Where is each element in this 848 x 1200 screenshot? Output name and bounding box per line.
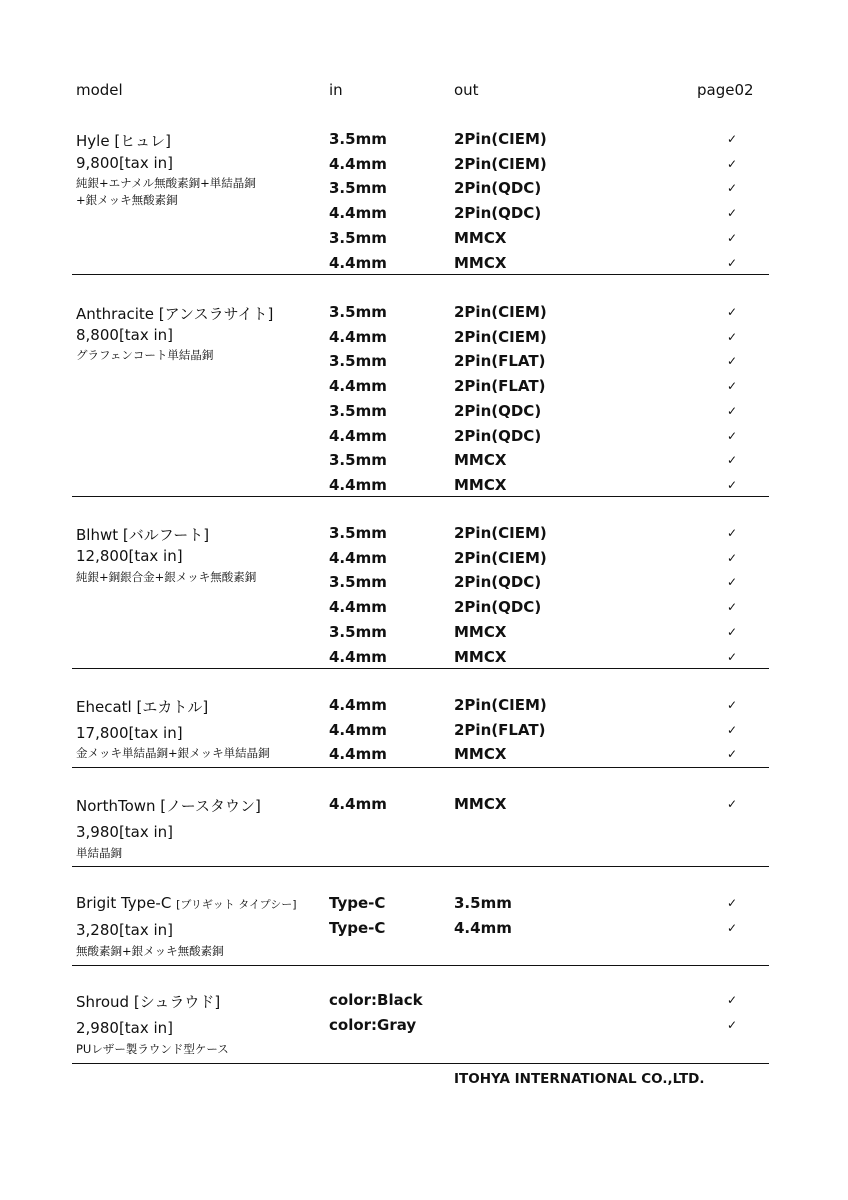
spec-input: 4.4mm xyxy=(329,696,387,714)
check-mark: ✓ xyxy=(726,477,738,492)
product-name-reading: [ブリギット タイプシー] xyxy=(176,898,297,911)
spec-input: 4.4mm xyxy=(329,154,387,173)
spec-output: 4.4mm xyxy=(454,918,512,937)
check-mark: ✓ xyxy=(726,453,738,468)
spec-input: Type-C xyxy=(329,894,386,912)
company-name: ITOHYA INTERNATIONAL CO.,LTD. xyxy=(454,1071,705,1087)
spec-output: 2Pin(CIEM) xyxy=(454,696,547,714)
product-material: 無酸素銅+銀メッキ無酸素銅 xyxy=(76,944,224,958)
spec-input: 4.4mm xyxy=(329,548,387,567)
spec-output: MMCX xyxy=(454,795,507,813)
check-mark: ✓ xyxy=(726,206,738,221)
product-material: 純銀+エナメル無酸素銅+単結晶銅 xyxy=(76,176,256,190)
section-divider xyxy=(72,767,769,768)
check-mark: ✓ xyxy=(726,526,738,540)
check-mark: ✓ xyxy=(726,747,738,762)
product-name xyxy=(76,524,209,545)
check-mark: ✓ xyxy=(726,156,738,171)
spec-output: 2Pin(QDC) xyxy=(454,598,542,617)
spec-output: 2Pin(QDC) xyxy=(454,401,542,420)
spec-output: MMCX xyxy=(454,647,507,666)
spec-output: MMCX xyxy=(454,253,507,272)
spec-output: MMCX xyxy=(454,451,507,470)
spec-output: MMCX xyxy=(454,475,507,494)
product-price: 9,800[tax in] xyxy=(76,154,174,172)
check-mark: ✓ xyxy=(726,230,738,245)
check-mark: ✓ xyxy=(726,305,738,319)
product-name-text: Brigit Type-C xyxy=(76,894,177,912)
spec-input: 3.5mm xyxy=(329,130,387,148)
section-divider xyxy=(72,668,769,669)
spec-output: 2Pin(CIEM) xyxy=(454,303,547,321)
product-price: 17,800[tax in] xyxy=(76,724,183,742)
product-price: 12,800[tax in] xyxy=(76,547,183,565)
product-name xyxy=(76,130,171,151)
spec-output: 2Pin(QDC) xyxy=(454,573,542,592)
header-page: page02 xyxy=(697,81,754,99)
spec-output: MMCX xyxy=(454,745,507,764)
product-name-text: Blhwt [バルフート] xyxy=(76,526,210,544)
header-in: in xyxy=(329,81,343,99)
spec-output: 2Pin(FLAT) xyxy=(454,720,546,739)
check-mark: ✓ xyxy=(726,698,738,712)
product-price: 8,800[tax in] xyxy=(76,326,174,344)
spec-input: 4.4mm xyxy=(329,204,387,223)
check-mark: ✓ xyxy=(726,403,738,418)
spec-output: 2Pin(CIEM) xyxy=(454,130,547,148)
spec-input: 3.5mm xyxy=(329,179,387,198)
spec-input: 3.5mm xyxy=(329,573,387,592)
header-model: model xyxy=(76,81,123,99)
spec-input: 3.5mm xyxy=(329,524,387,542)
spec-input: 4.4mm xyxy=(329,377,387,396)
spec-input: 4.4mm xyxy=(329,598,387,617)
spec-input: 4.4mm xyxy=(329,720,387,739)
check-mark: ✓ xyxy=(726,920,738,935)
spec-output: 2Pin(CIEM) xyxy=(454,548,547,567)
section-divider xyxy=(72,496,769,497)
spec-output: 2Pin(CIEM) xyxy=(454,524,547,542)
spec-output: 2Pin(FLAT) xyxy=(454,377,546,396)
product-price: 3,980[tax in] xyxy=(76,823,174,841)
spec-output: 2Pin(CIEM) xyxy=(454,154,547,173)
header-out: out xyxy=(454,81,479,99)
spec-input: 4.4mm xyxy=(329,475,387,494)
product-name xyxy=(76,795,261,816)
check-mark: ✓ xyxy=(726,797,738,811)
product-material: グラフェンコート単結晶銅 xyxy=(76,348,214,362)
check-mark: ✓ xyxy=(726,550,738,565)
check-mark: ✓ xyxy=(726,132,738,146)
spec-output: 2Pin(QDC) xyxy=(454,179,542,198)
product-name xyxy=(76,991,220,1012)
section-divider xyxy=(72,965,769,966)
check-mark: ✓ xyxy=(726,354,738,369)
product-name-text: Shroud [シュラウド] xyxy=(76,993,221,1011)
check-mark: ✓ xyxy=(726,379,738,394)
spec-input: 3.5mm xyxy=(329,303,387,321)
product-name-text: Hyle [ヒュレ] xyxy=(76,132,172,150)
spec-input: 4.4mm xyxy=(329,745,387,764)
spec-input: 3.5mm xyxy=(329,352,387,371)
product-name-text: Anthracite [アンスラサイト] xyxy=(76,305,274,323)
spec-input: 4.4mm xyxy=(329,327,387,346)
spec-output: MMCX xyxy=(454,228,507,247)
spec-input: 3.5mm xyxy=(329,228,387,247)
check-mark: ✓ xyxy=(726,329,738,344)
check-mark: ✓ xyxy=(726,575,738,590)
spec-input: 3.5mm xyxy=(329,622,387,641)
check-mark: ✓ xyxy=(726,600,738,615)
spec-output: 2Pin(QDC) xyxy=(454,204,542,223)
spec-input: 3.5mm xyxy=(329,451,387,470)
spec-input: color:Black xyxy=(329,991,423,1009)
product-material: 純銀+銅銀合金+銀メッキ無酸素銅 xyxy=(76,570,257,584)
section-divider xyxy=(72,1063,769,1064)
section-divider xyxy=(72,274,769,275)
spec-output: 2Pin(CIEM) xyxy=(454,327,547,346)
check-mark: ✓ xyxy=(726,722,738,737)
product-name-text: Ehecatl [エカトル] xyxy=(76,698,209,716)
spec-input: color:Gray xyxy=(329,1015,417,1034)
product-material: PUレザー製ラウンド型ケース xyxy=(76,1042,229,1056)
check-mark: ✓ xyxy=(726,428,738,443)
spec-input: 4.4mm xyxy=(329,795,387,813)
product-price: 3,280[tax in] xyxy=(76,921,174,939)
product-material: +銀メッキ無酸素銅 xyxy=(76,193,178,207)
check-mark: ✓ xyxy=(726,255,738,270)
check-mark: ✓ xyxy=(726,624,738,639)
spec-output: 2Pin(QDC) xyxy=(454,426,542,445)
product-price: 2,980[tax in] xyxy=(76,1019,174,1037)
check-mark: ✓ xyxy=(726,896,738,910)
product-name xyxy=(76,696,208,717)
product-material: 金メッキ単結晶銅+銀メッキ単結晶銅 xyxy=(76,746,270,760)
product-material: 単結晶銅 xyxy=(76,846,122,860)
spec-input: 3.5mm xyxy=(329,401,387,420)
product-name-text: NorthTown [ノースタウン] xyxy=(76,797,261,815)
spec-output: 2Pin(FLAT) xyxy=(454,352,546,371)
spec-output: MMCX xyxy=(454,622,507,641)
spec-input: Type-C xyxy=(329,918,386,937)
spec-output: 3.5mm xyxy=(454,894,512,912)
product-name xyxy=(76,303,273,324)
check-mark: ✓ xyxy=(726,649,738,664)
spec-input: 4.4mm xyxy=(329,253,387,272)
check-mark: ✓ xyxy=(726,993,738,1007)
spec-input: 4.4mm xyxy=(329,647,387,666)
spec-input: 4.4mm xyxy=(329,426,387,445)
section-divider xyxy=(72,866,769,867)
check-mark: ✓ xyxy=(726,181,738,196)
product-name xyxy=(76,894,297,912)
check-mark: ✓ xyxy=(726,1017,738,1032)
